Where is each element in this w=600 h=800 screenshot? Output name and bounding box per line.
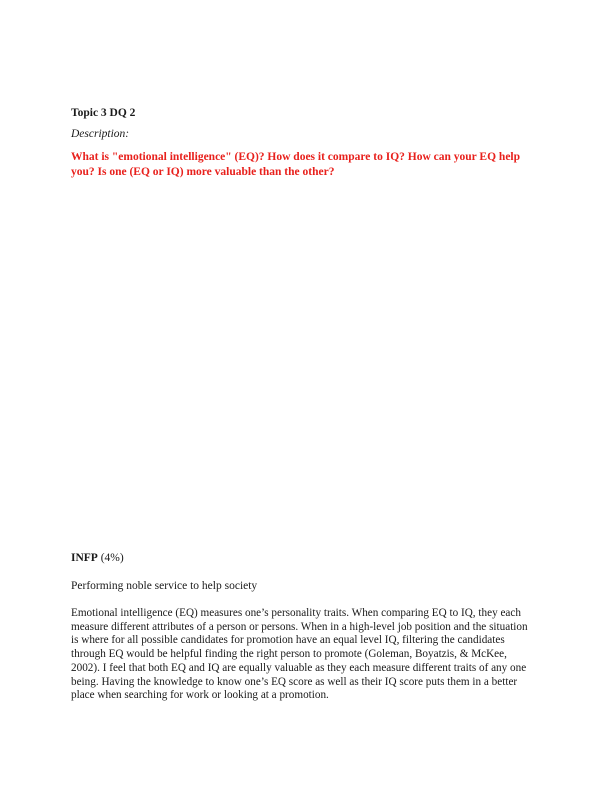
description-label: Description: (71, 128, 130, 140)
personality-type-percent: (4%) (97, 552, 124, 564)
personality-tagline: Performing noble service to help society (71, 580, 258, 592)
topic-title: Topic 3 DQ 2 (71, 107, 136, 119)
personality-type-code: INFP (71, 552, 98, 564)
answer-paragraph: Emotional intelligence (EQ) measures one’s personality traits. When comparing EQ to IQ, they each measure different attributes of a person or persons. When in a high-level job position and the situation is where for all possible candidates for promotion have an equal level IQ, filtering the candidates through EQ would be helpful finding the right person to promote (Goleman, Boyatzis, & McKee, 2002). I feel that both EQ and IQ are equally valuable as they each measure different traits of any one being. Having the knowledge to know one’s EQ score as well as their IQ score puts them in a better place when searching for work or looking at a promotion. (71, 607, 528, 702)
personality-type-line (71, 551, 124, 565)
discussion-question: What is "emotional intelligence" (EQ)? How does it compare to IQ? How can your EQ help you? Is one (EQ or IQ) more valuable than the other? (71, 151, 521, 178)
